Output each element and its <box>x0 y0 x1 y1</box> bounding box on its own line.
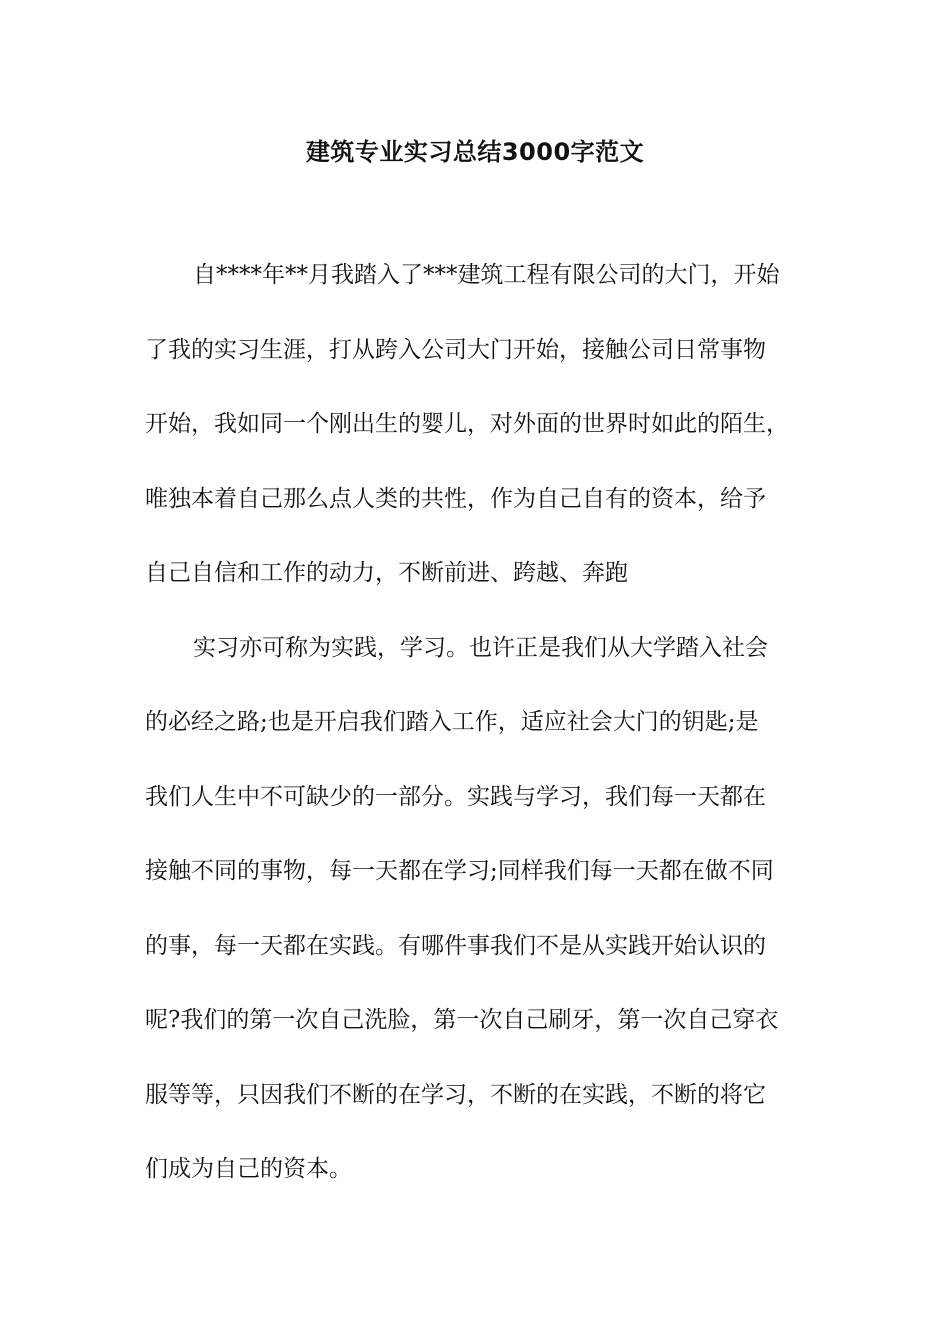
paragraph-1-line-5: 自己自信和工作的动力，不断前进、跨越、奔跑 <box>145 560 628 586</box>
paragraph-2-line-7: 服等等，只因我们不断的在学习，不断的在实践，不断的将它 <box>145 1082 766 1108</box>
paragraph-1-line-2: 了我的实习生涯，打从跨入公司大门开始，接触公司日常事物 <box>145 337 766 363</box>
paragraph-1-line-3: 开始，我如同一个刚出生的婴儿，对外面的世界时如此的陌生， <box>145 411 789 437</box>
document-title: 建筑专业实习总结3000字范文 <box>305 138 645 166</box>
paragraph-1-line-4: 唯独本着自己那么点人类的共性，作为自己自有的资本，给予 <box>145 486 766 512</box>
paragraph-2-line-8: 们成为自己的资本。 <box>145 1156 352 1182</box>
paragraph-2-line-2: 的必经之路;也是开启我们踏入工作，适应社会大门的钥匙;是 <box>145 709 759 735</box>
paragraph-2-line-4: 接触不同的事物，每一天都在学习;同样我们每一天都在做不同 <box>145 858 774 884</box>
paragraph-2-line-3: 我们人生中不可缺少的一部分。实践与学习，我们每一天都在 <box>145 784 766 810</box>
paragraph-1-line-1: 自****年**月我踏入了***建筑工程有限公司的大门，开始 <box>193 262 780 288</box>
paragraph-2-line-6: 呢?我们的第一次自己洗脸，第一次自己刷牙，第一次自己穿衣 <box>145 1007 779 1033</box>
paragraph-2-line-1: 实习亦可称为实践，学习。也许正是我们从大学踏入社会 <box>193 635 768 661</box>
paragraph-2-line-5: 的事，每一天都在实践。有哪件事我们不是从实践开始认识的 <box>145 933 766 959</box>
